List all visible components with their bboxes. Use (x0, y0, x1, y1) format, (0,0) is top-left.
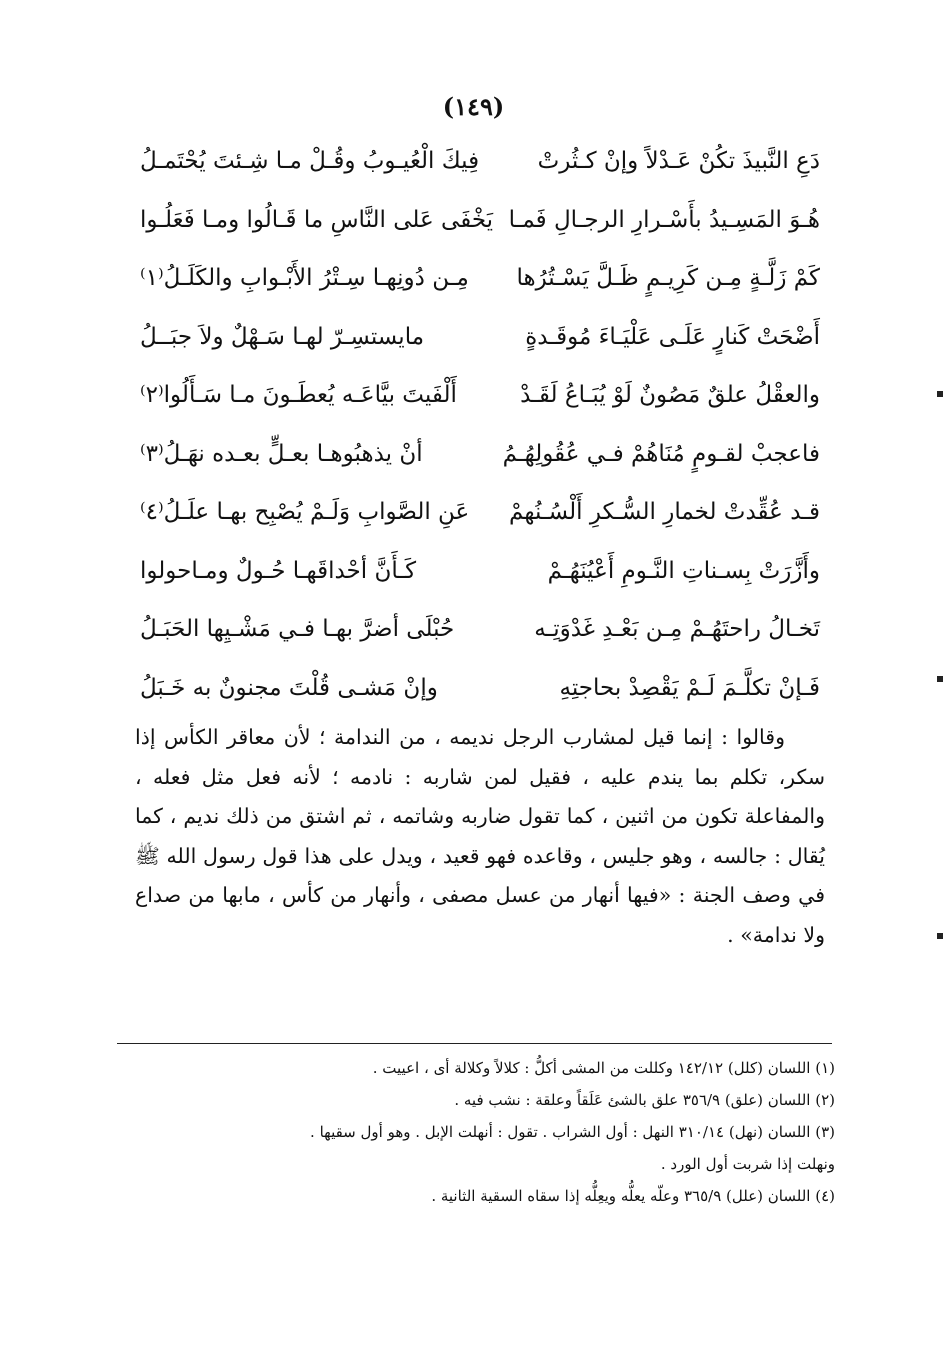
verse (130, 431, 830, 490)
verse-first-hemistich: تَخـالُ راحتَهُـمْ مِـن بَعْـدِ غَدْوَتِـه (534, 616, 820, 642)
verse-first-hemistich: فاعجبْ لقـومٍ مُنَاهُمْ فـي عُقُولِهُـمُ (502, 440, 820, 467)
verse (130, 255, 830, 314)
footnote (135, 1180, 835, 1212)
scan-edge-mark (937, 933, 943, 939)
footnote (135, 1052, 835, 1084)
footnotes (135, 1052, 835, 1212)
verse-second-hemistich: يَخْفَى عَلى النَّاسِ ما قَـالُوا ومـا فَعَلُـوا (140, 206, 494, 233)
verse-second-hemistich: عَنِ الصَّوابِ وَلَـمْ يُصْبِح بهـا علَـلُ⁽٤⁾ (140, 499, 470, 525)
prose-paragraph-block (135, 718, 825, 955)
scan-edge-mark (937, 676, 943, 682)
verse-first-hemistich: فَـإنْ تكلَّـمَ لَـمْ يَقْصِدْ بحاجتِهِ (559, 674, 820, 701)
footnote (135, 1116, 835, 1180)
verse-first-hemistich: دَعِ النَّبيذَ تكُنْ عَـدْلاً وإنْ كـثُرتْ (537, 148, 820, 174)
verse-second-hemistich: كَـأَنَّ أحْداقَهـا حُـولٌ ومـاحولوا (140, 557, 417, 584)
verse-first-hemistich: والعقْلُ علقٌ مَصُونٌ لَوْ يُبَـاعُ لَقَـدْ (520, 382, 820, 408)
verse-first-hemistich: قـد عُقِّدتْ لخمارِ السُّـكرِ أَلْسُـنُهمْ (509, 499, 820, 525)
verse-second-hemistich: أنْ يذهبُوهـا بعـلٍّ بعـده نهَـلُ⁽٣⁾ (140, 440, 423, 467)
verse (130, 197, 830, 256)
footnote-text: (١) اللسان (كلل) ١٤٢/١٢ وكللت من المشى أكلُّ : كلالاً وكلالة أى ، اعييت . (372, 1059, 835, 1077)
verse-first-hemistich: أَضْحَتْ كَنارٍ عَلَـى عَلْيَـاءَ مُوقَـدةٍ (525, 323, 820, 350)
verse-second-hemistich: فِيكَ الْعُيـوبُ وقُـلْ مـا شِـئتَ يُحْتَمـلُ (140, 148, 480, 174)
verse (130, 372, 830, 431)
verse (130, 314, 830, 373)
footnote-text: (٣) اللسان (نهل) ٣١٠/١٤ النهل : أول الشراب . تقول : أنهلت الإبل . وهو أول سقيها . (310, 1123, 835, 1141)
verse-second-hemistich: مايستسِـرّ لهـا سَـهْلٌ ولاَ جبَــلُ (140, 323, 425, 350)
footnote-divider (117, 1043, 832, 1044)
page-number: (١٤٩) (442, 92, 505, 121)
verse (130, 606, 830, 665)
footnote-text: (٢) اللسان (علق) ٣٥٦/٩ علق بالشئ عَلَقاً وعلقة : نشب فيه . (454, 1091, 835, 1109)
verse-second-hemistich: أَلْفَيتَ بيَّاعَـه يُعطَـونَ مـا سَـأَلُوا⁽٢⁾ (140, 382, 457, 408)
poem (130, 138, 830, 723)
verse-second-hemistich: وإنْ مَشـى قُلْتَ مجنونٌ به خَـبَلُ (140, 674, 438, 701)
verse-first-hemistich: كَمْ زَلَّـةٍ مِـن كَرِيـمٍ ظَـلَّ يَسْـتُرُها (516, 265, 820, 291)
footnote-continuation: ونهلت إذا شربت أول الورد . (660, 1155, 835, 1173)
verse-second-hemistich: حُبْلَى أضرَّ بهـا فـي مَشْـيِها الحَبَـلُ (140, 616, 455, 642)
verse (130, 665, 830, 724)
verse (130, 548, 830, 607)
verse-first-hemistich: وأَزَّرَتْ بِسـناتِ النَّـومِ أَعْيُنَهُـمْ (547, 557, 820, 584)
footnote (135, 1084, 835, 1116)
scan-edge-mark (937, 391, 943, 397)
prose-paragraph: وقالوا : إنما قيل لمشارب الرجل نديمه ، من الندامة ؛ لأن معاقر الكأس إذا سكر، تكلم بما يندم عليه ، فقيل لمن شاربه : نادمه ؛ لأنه فعل مثل فعله ، والمفاعلة تكون من اثنين ، كما تقول ضاربه وشاتمه ، ثم اشتق من ذلك نديم ، كما يُقال : جالسه ، وهو جليس ، وقاعده فهو قعيد ، ويدل على هذا قول رسول الله ﷺ في وصف الجنة : «فيها أنهار من عسل مصفى ، وأنهار من كأس ، مابها من صداع ولا ندامة» . (135, 725, 825, 947)
verse (130, 489, 830, 548)
verse-first-hemistich: هُـوَ المَسِـيدُ بأَسْـرارِ الرجـالِ فَمـا (508, 206, 820, 233)
verse-second-hemistich: مِـن دُونِهـا سِـتْرُ الأَبْـوابِ والكَلَـلُ⁽١⁾ (140, 265, 469, 291)
verse (130, 138, 830, 197)
footnote-text: (٤) اللسان (علل) ٣٦٥/٩ وعلّه يعلُّه ويعِلُّه إذا سقاه السقية الثانية . (431, 1187, 835, 1205)
